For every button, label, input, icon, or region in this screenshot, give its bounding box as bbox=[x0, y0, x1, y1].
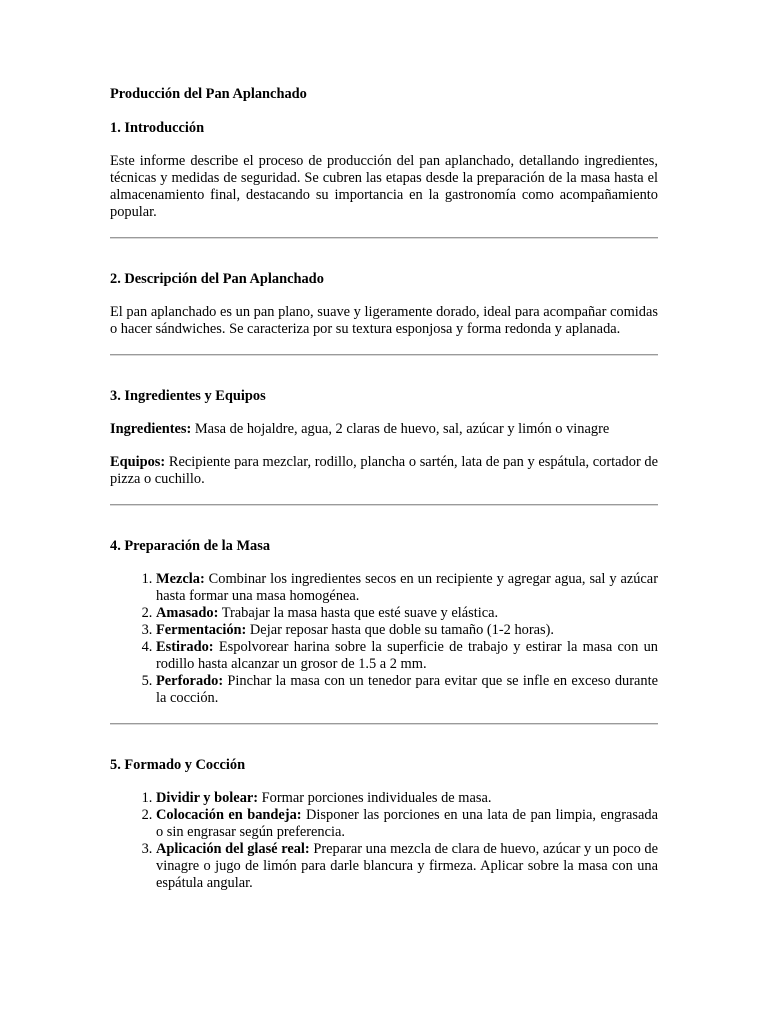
preparacion-steps-list bbox=[110, 571, 658, 707]
list-item bbox=[156, 673, 658, 707]
step-text: Formar porciones individuales de masa. bbox=[258, 790, 492, 806]
step-label: Perforado: bbox=[156, 673, 224, 689]
ingredientes-text: Masa de hojaldre, agua, 2 claras de huevo, sal, azúcar y limón o vinagre bbox=[191, 421, 610, 437]
section-divider bbox=[110, 723, 658, 725]
section-heading-formado: 5. Formado y Cocción bbox=[110, 757, 246, 773]
introduccion-paragraph: Este informe describe el proceso de producción del pan aplanchado, detallando ingredientes, técnicas y medidas de seguridad. Se cubren las etapas desde la preparación de la masa hasta el almacenamiento final, destacando su importancia en la gastronomía como acompañamiento popular. bbox=[110, 153, 658, 220]
equipos-paragraph bbox=[110, 454, 658, 488]
descripcion-paragraph: El pan aplanchado es un pan plano, suave y ligeramente dorado, ideal para acompañar comidas o hacer sándwiches. Se caracteriza por su textura esponjosa y forma redonda y aplanada. bbox=[110, 304, 658, 337]
step-label: Aplicación del glasé real: bbox=[156, 841, 310, 857]
step-text: Preparar una mezcla de clara de huevo, azúcar y un poco de vinagre o jugo de limón para darle blancura y firmeza. Aplicar sobre la masa con una espátula angular. bbox=[156, 841, 658, 891]
step-label: Amasado: bbox=[156, 605, 219, 621]
step-label: Fermentación: bbox=[156, 622, 247, 638]
section-heading-preparacion: 4. Preparación de la Masa bbox=[110, 538, 271, 554]
step-label: Dividir y bolear: bbox=[156, 790, 259, 806]
section-heading-ingredientes: 3. Ingredientes y Equipos bbox=[110, 388, 266, 404]
list-item bbox=[156, 605, 658, 622]
list-item bbox=[156, 841, 658, 892]
ingredientes-paragraph bbox=[110, 421, 658, 438]
section-divider bbox=[110, 504, 658, 506]
step-text: Trabajar la masa hasta que esté suave y elástica. bbox=[218, 605, 499, 621]
list-item bbox=[156, 571, 658, 605]
section-heading-descripcion: 2. Descripción del Pan Aplanchado bbox=[110, 271, 324, 287]
list-item bbox=[156, 790, 658, 807]
step-text: Dejar reposar hasta que doble su tamaño (1-2 horas). bbox=[246, 622, 555, 638]
equipos-text: Recipiente para mezclar, rodillo, plancha o sartén, lata de pan y espátula, cortador de pizza o cuchillo. bbox=[110, 454, 658, 487]
document-body bbox=[110, 86, 658, 892]
ingredientes-label: Ingredientes: bbox=[110, 421, 192, 437]
section-heading-introduccion: 1. Introducción bbox=[110, 120, 205, 136]
formado-steps-list bbox=[110, 790, 658, 892]
step-text: Disponer las porciones en una lata de pan limpia, engrasada o sin engrasar según preferencia. bbox=[156, 807, 658, 840]
step-text: Espolvorear harina sobre la superficie de trabajo y estirar la masa con un rodillo hasta alcanzar un grosor de 1.5 a 2 mm. bbox=[156, 639, 658, 672]
equipos-label: Equipos: bbox=[110, 454, 166, 470]
list-item bbox=[156, 622, 658, 639]
step-text: Combinar los ingredientes secos en un recipiente y agregar agua, sal y azúcar hasta formar una masa homogénea. bbox=[156, 571, 658, 604]
step-label: Mezcla: bbox=[156, 571, 205, 587]
list-item bbox=[156, 807, 658, 841]
step-label: Colocación en bandeja: bbox=[156, 807, 302, 823]
step-text: Pinchar la masa con un tenedor para evitar que se infle en exceso durante la cocción. bbox=[156, 673, 658, 706]
section-divider bbox=[110, 354, 658, 356]
list-item bbox=[156, 639, 658, 673]
document-title: Producción del Pan Aplanchado bbox=[110, 86, 307, 102]
section-divider bbox=[110, 237, 658, 239]
step-label: Estirado: bbox=[156, 639, 214, 655]
